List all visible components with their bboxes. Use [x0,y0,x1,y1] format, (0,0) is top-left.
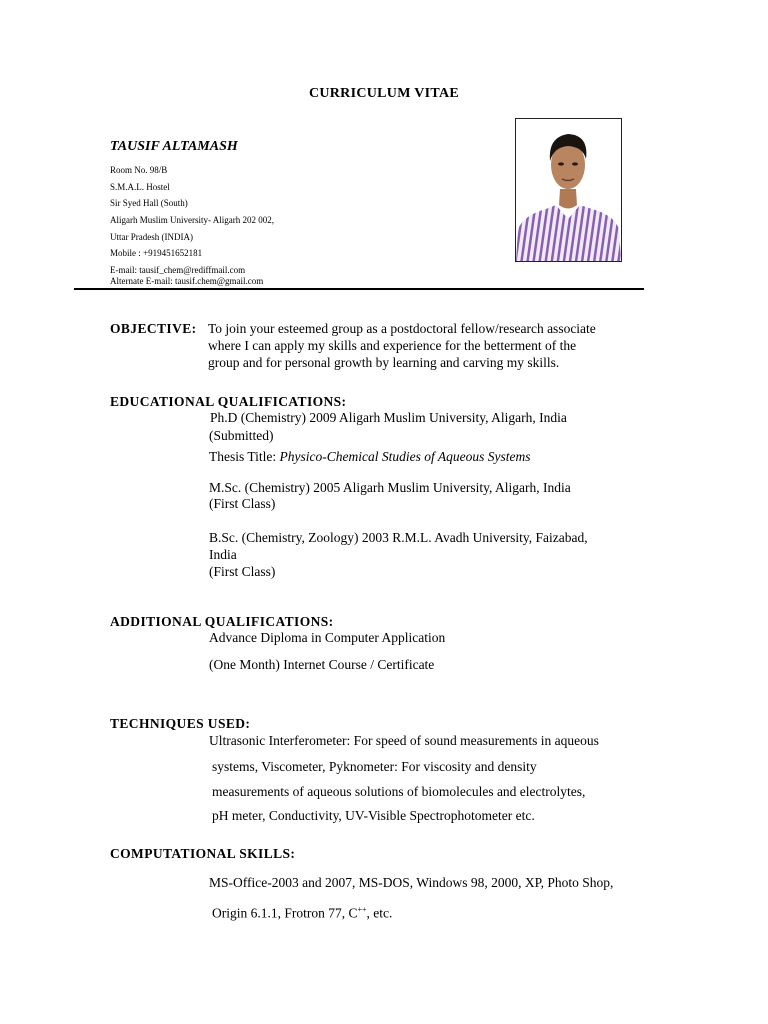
email: E-mail: tausif_chem@rediffmail.com [110,265,246,275]
address-state: Uttar Pradesh (INDIA) [110,232,193,242]
alternate-email: Alternate E-mail: tausif.chem@gmail.com [110,276,264,286]
msc-line-2: (First Class) [209,496,276,511]
objective-label: OBJECTIVE: [110,321,197,336]
additional-heading: ADDITIONAL QUALIFICATIONS: [110,614,334,629]
phd-line-2: (Submitted) [209,428,274,443]
techniques-line-1: Ultrasonic Interferometer: For speed of sound measurements in aqueous [209,733,599,748]
bsc-line-2: India [209,547,237,562]
mobile-number: Mobile : +919451652181 [110,248,203,258]
address-hostel: S.M.A.L. Hostel [110,182,170,192]
profile-photo [515,118,622,262]
objective-line-3: group and for personal growth by learning and carving my skills. [208,355,560,370]
education-heading: EDUCATIONAL QUALIFICATIONS: [110,394,347,409]
computational-heading: COMPUTATIONAL SKILLS: [110,846,296,861]
computational-line-2-end: , etc. [366,905,393,921]
computational-line-2-sup: ++ [357,905,367,914]
thesis-label: Thesis Title: [209,449,280,464]
techniques-line-4: pH meter, Conductivity, UV-Visible Spectrophotometer etc. [212,808,535,823]
computational-line-2-main: Origin 6.1.1, Frotron 77, C [212,905,358,921]
thesis-name: Physico-Chemical Studies of Aqueous Systems [279,449,531,464]
techniques-line-3: measurements of aqueous solutions of biomolecules and electrolytes, [212,784,586,799]
computational-line-2 [212,905,392,922]
techniques-heading: TECHNIQUES USED: [110,716,251,731]
address-room: Room No. 98/B [110,165,168,175]
objective-line-1: To join your esteemed group as a postdoctoral fellow/research associate [208,321,596,336]
additional-line-1: Advance Diploma in Computer Application [209,630,446,645]
bsc-line-3: (First Class) [209,564,276,579]
thesis-title [209,449,531,465]
msc-line-1: M.Sc. (Chemistry) 2005 Aligarh Muslim University, Aligarh, India [209,480,571,495]
bsc-line-1: B.Sc. (Chemistry, Zoology) 2003 R.M.L. Avadh University, Faizabad, [209,530,588,545]
address-hall: Sir Syed Hall (South) [110,198,188,208]
phd-line-1: Ph.D (Chemistry) 2009 Aligarh Muslim University, Aligarh, India [210,410,567,425]
candidate-name: TAUSIF ALTAMASH [110,139,238,154]
document-title: CURRICULUM VITAE [308,86,460,101]
profile-photo-image [516,119,621,261]
header-divider [74,288,644,290]
address-university: Aligarh Muslim University- Aligarh 202 002, [110,215,274,225]
computational-line-1: MS-Office-2003 and 2007, MS-DOS, Windows 98, 2000, XP, Photo Shop, [209,875,614,890]
objective-line-2: where I can apply my skills and experience for the betterment of the [208,338,577,353]
techniques-line-2: systems, Viscometer, Pyknometer: For viscosity and density [212,759,537,774]
additional-line-2: (One Month) Internet Course / Certificate [209,657,435,672]
